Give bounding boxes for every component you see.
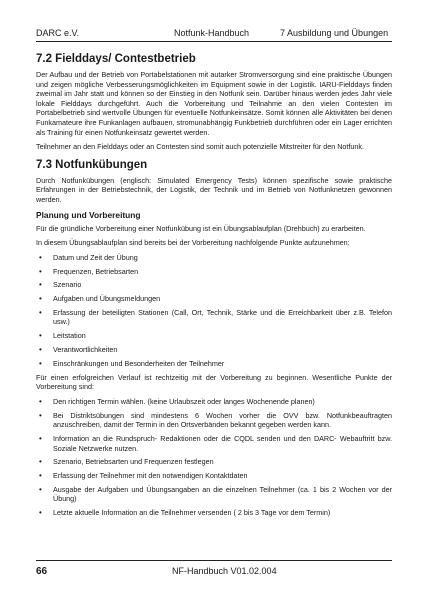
header-rule	[36, 41, 392, 42]
header-title: Notfunk-Handbuch	[174, 28, 250, 38]
header-chapter: 7 Ausbildung und Übungen	[280, 28, 389, 38]
list-item: • Den richtigen Termin wählen. (keine Urlaubszeit oder langes Wochenende planen)	[36, 397, 392, 407]
bullet-list-preparation	[36, 397, 392, 518]
list-item: • Verantwortlichkeiten	[36, 345, 392, 355]
list-item: • Erfassung der beteiligten Stationen (Call, Ort, Technik, Stärke und die Erreichbarkeit über z.B. Telefon usw.)	[36, 308, 392, 327]
paragraph: Für einen erfolgreichen Verlauf ist rechtzeitig mit der Vorbereitung zu beginnen. Wesentliche Punkte der Vorbereitung sind:	[36, 372, 392, 392]
bullet-list-planning	[36, 253, 392, 369]
list-item: • Aufgaben und Übungsmeldungen	[36, 294, 392, 304]
footer-document-version: NF-Handbuch V01.02.004	[172, 566, 277, 576]
paragraph: Durch Notfunkübungen (englisch: Simulated Emergency Tests) können spezifische sowie praktische Erfahrungen in der Betriebstechnik, der Logistik, der Technik und im Betrieb von Notfunknetzen gewonnen werden.	[36, 175, 392, 204]
header-org: DARC e.V.	[36, 28, 80, 38]
list-item: • Leitstation	[36, 331, 392, 341]
subsection-heading: Planung und Vorbereitung	[36, 209, 141, 220]
footer-rule	[36, 560, 392, 561]
page-content	[36, 52, 392, 522]
paragraph: Für die gründliche Vorbereitung einer Notfunkübung ist ein Übungsablaufplan (Drehbuch) zu erarbeiten.	[36, 223, 366, 233]
section-heading-7-3: 7.3 Notfunkübungen	[36, 158, 148, 171]
list-item: • Information an die Rundspruch- Redaktionen oder die CQDL senden und den DARC- Webauftritt bzw. Soziale Netzwerke nutzen.	[36, 434, 392, 453]
list-item: • Bei Distriktsübungen sind mindestens 6 Wochen vorher die OVV bzw. Notfunkbeauftragten anzuschreiben, damit der Termin in den Ortsverbänden bekannt gegeben werden kann.	[36, 411, 392, 430]
list-item: • Frequenzen, Betriebsarten	[36, 267, 392, 277]
paragraph: In diesem Übungsablaufplan sind bereits bei der Vorbereitung nachfolgende Punkte aufzunehmen:	[36, 238, 350, 248]
list-item: • Ausgabe der Aufgaben und Übungsangaben an die einzelnen Teilnehmer (ca. 1 bis 2 Wochen vor der Übung)	[36, 485, 392, 504]
list-item: • Datum und Zeit der Übung	[36, 253, 392, 263]
list-item: • Szenario, Betriebsarten und Frequenzen festlegen	[36, 457, 392, 467]
list-item: • Letzte aktuelle Information an die Teilnehmer versenden ( 2 bis 3 Tage vor dem Termin)	[36, 508, 392, 518]
section-heading-7-2: 7.2 Fielddays/ Contestbetrieb	[36, 53, 196, 65]
list-item: • Szenario	[36, 280, 392, 290]
page-number: 66	[36, 566, 48, 577]
paragraph: Der Aufbau und der Betrieb von Portabelstationen mit autarker Stromversorgung sind eine praktische Übungen und zeigen mögliche Verbesserungsmöglichkeiten im Equipment sowie in der Logistik. IARU-Fielddays finden zweimal im Jahr statt und können so der Einstieg in den Notfunk sein. Darüber hinaus werden jedes Jahr viele lokale Fielddays durchgeführt. Auch die Vorbereitung und Teilnahme an den vielen Contesten im Portabelbetrieb sind wertvolle Übungen für eventuelle Notfunkeinsätze. Somit können alle Aktivitäten bei denen Funkamateure ihre Funkanlagen aufbauen, stromunabhängig Funkbetrieb durchführen oder ein Lager errichten als Training für einen Notfunkeinsatz gewertet werden.	[36, 70, 392, 137]
list-item: • Einschränkungen und Besonderheiten der Teilnehmer	[36, 359, 392, 369]
list-item: • Erfassung der Teilnehmer mit den notwendigen Kontaktdaten	[36, 471, 392, 481]
paragraph: Teilnehmer an den Fielddays oder an Contesten sind somit auch potenzielle Mitstreiter für den Notfunk.	[36, 142, 365, 152]
